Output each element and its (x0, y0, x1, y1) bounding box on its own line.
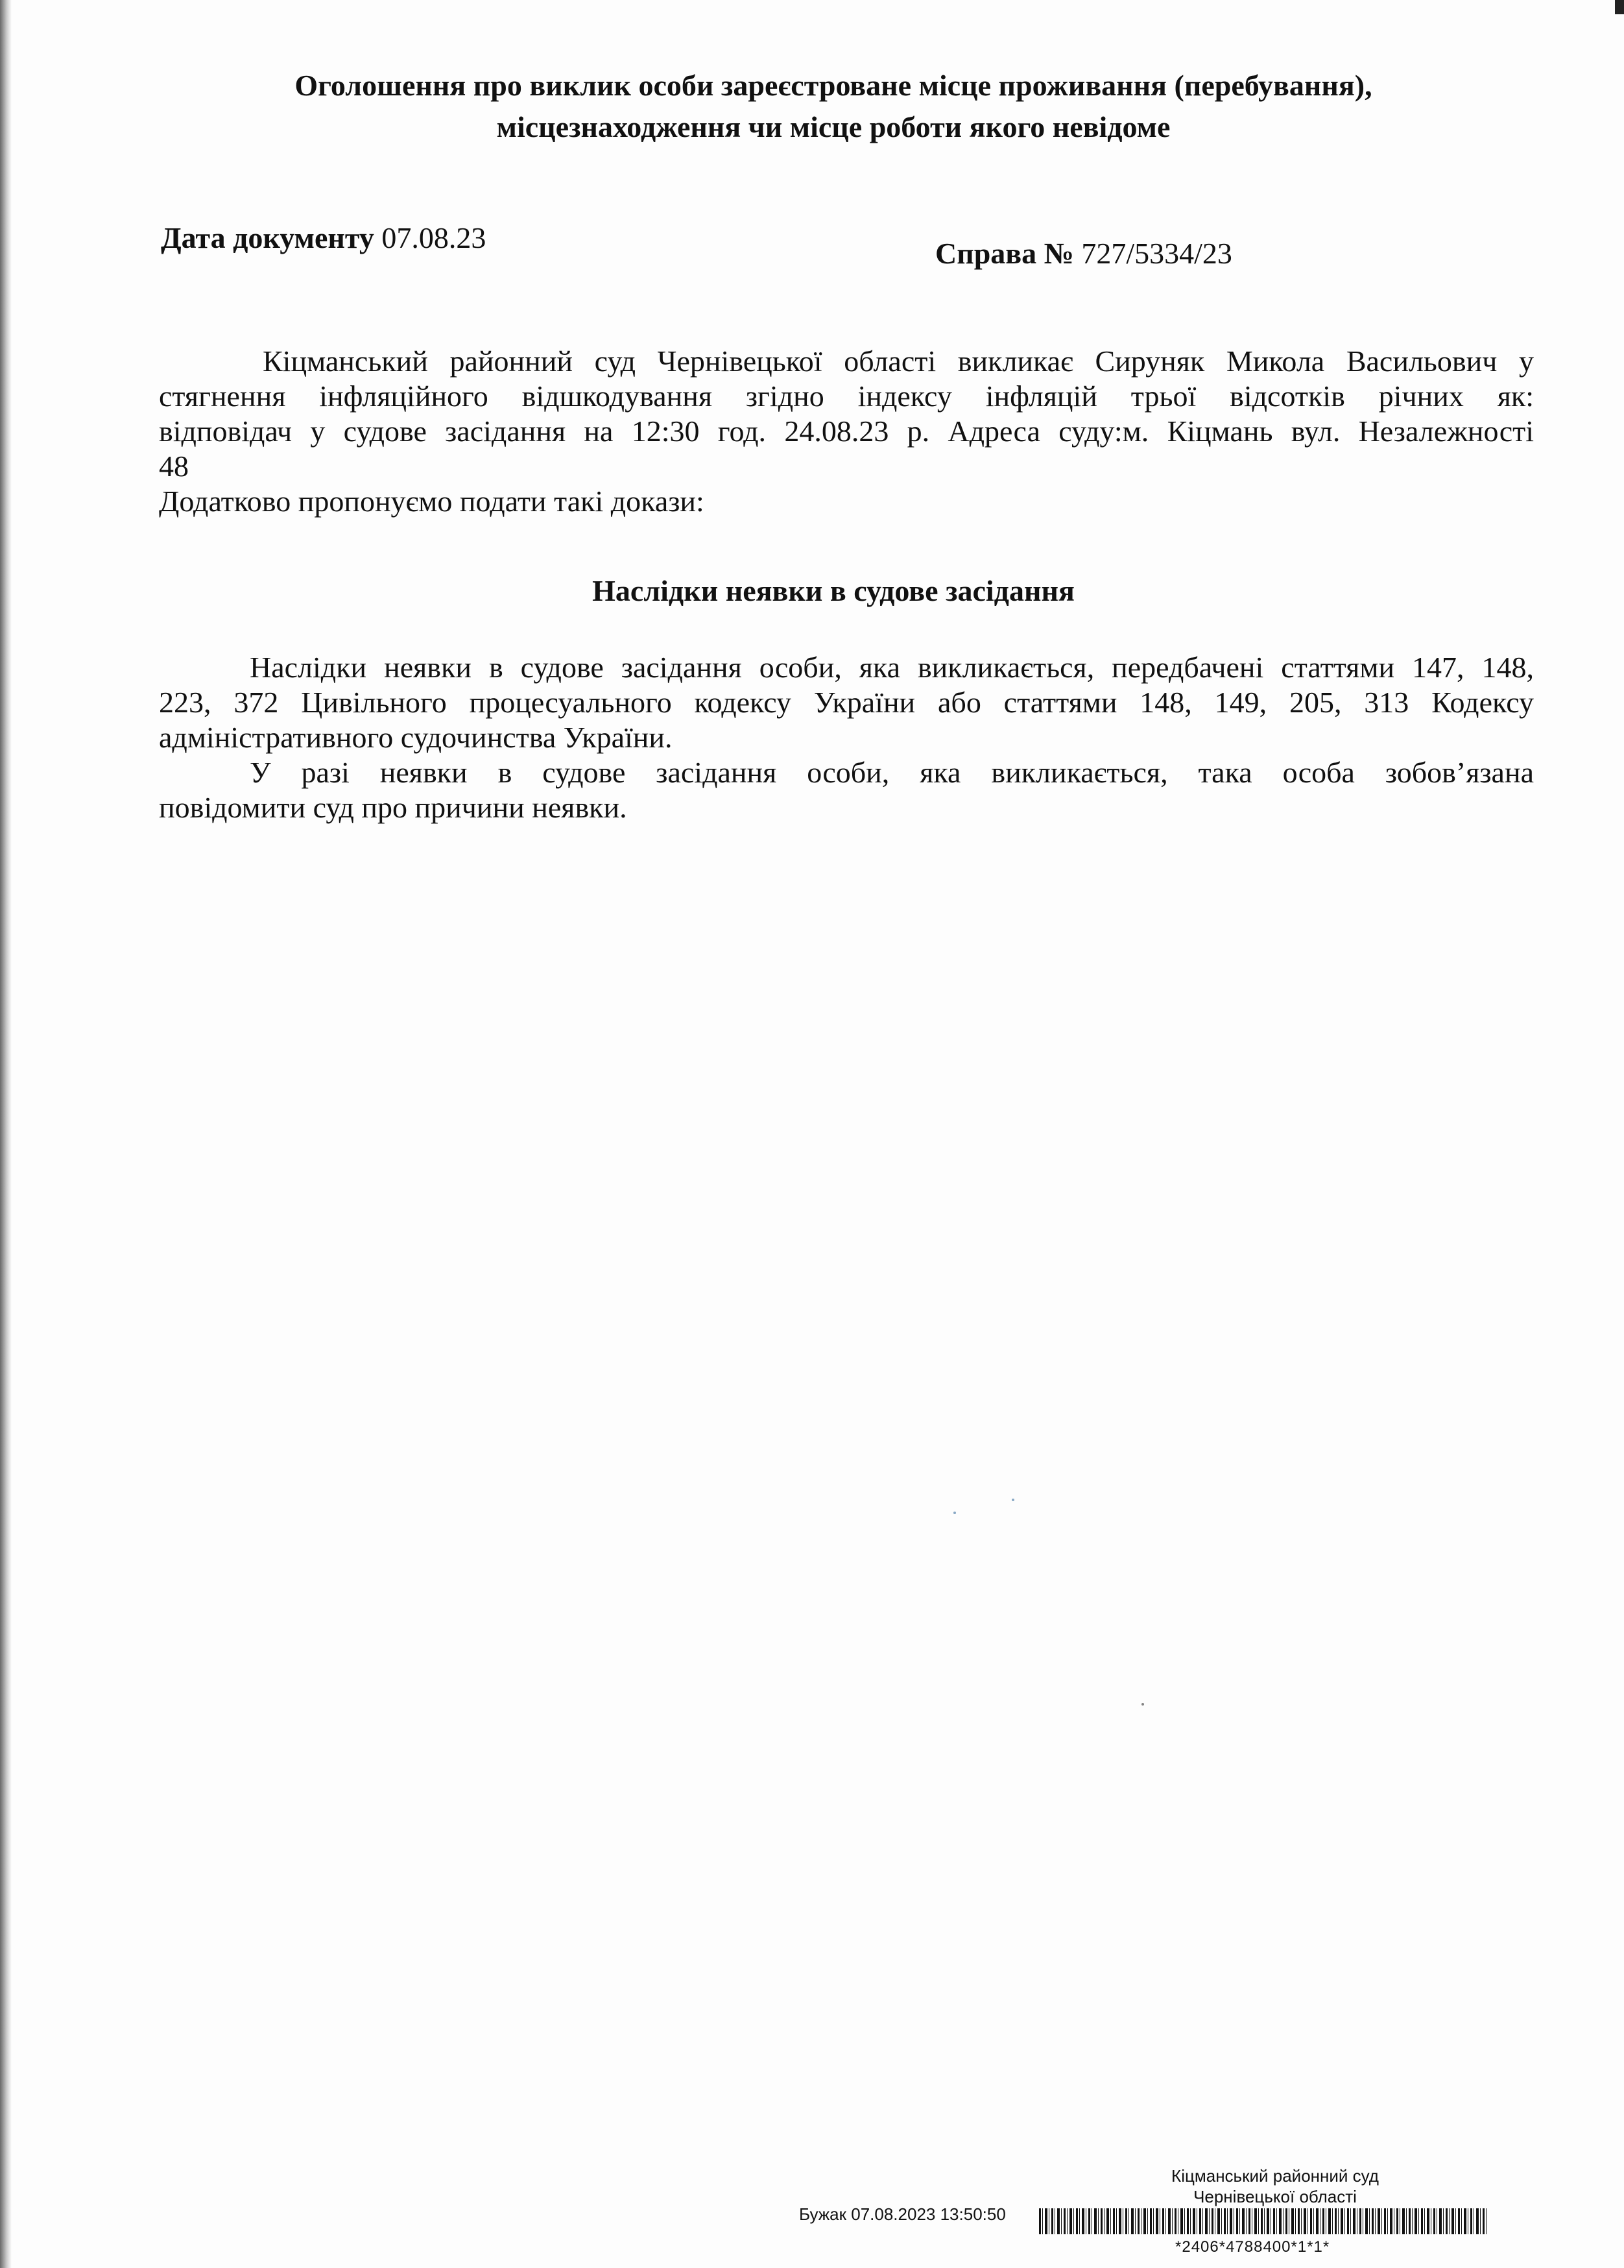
stamp-user-timestamp: Бужак 07.08.2023 13:50:50 (799, 2204, 1006, 2224)
summons-line-3: відповідач у судове засідання на 12:30 год. 24.08.23 р. Адреса суду:м. Кіцмань вул. Незалежності (159, 415, 1534, 448)
scan-edge-shadow (0, 0, 12, 2268)
case-label: Справа № (935, 237, 1074, 270)
scan-speck (953, 1512, 956, 1514)
scan-speck (1012, 1499, 1014, 1501)
evidence-request: Додатково пропонуємо подати такі докази: (159, 485, 704, 518)
notice-line-2: повідомити суд про причини неявки. (159, 791, 627, 824)
document-date (161, 221, 486, 255)
summons-line-1: Кіцманський районний суд Чернівецької області викликає Сируняк Микола Васильович у (263, 344, 1534, 378)
consequences-paragraph (159, 650, 1534, 825)
registry-stamp (799, 2165, 1499, 2263)
summons-line-2: стягнення інфляційного відшкодування згідно індексу інфляцій трьої відсотків річних як: (159, 380, 1534, 413)
date-label: Дата документу (161, 221, 374, 254)
scan-speck (1141, 1703, 1144, 1706)
stamp-court (1152, 2165, 1398, 2207)
summons-line-4: 48 (159, 450, 189, 483)
barcode-text: *2406*4788400*1*1* (1175, 2238, 1330, 2256)
consequences-line-3: адміністративного судочинства України. (159, 721, 673, 754)
notice-line-1: У разі неявки в судове засідання особи, яка викликається, така особа зобов’язана (250, 756, 1534, 789)
summons-paragraph (159, 344, 1534, 519)
title-line-2: місцезнаходження чи місце роботи якого невідоме (496, 110, 1171, 143)
stamp-court-line-1: Кіцманський районний суд (1171, 2166, 1379, 2186)
barcode (1039, 2208, 1487, 2234)
section-heading: Наслідки неявки в судове засідання (592, 574, 1075, 607)
document-title (156, 65, 1511, 148)
consequences-line-2: 223, 372 Цивільного процесуального кодексу України або статтями 148, 149, 205, 313 Кодексу (159, 686, 1534, 719)
scan-corner-mark (1615, 0, 1624, 14)
date-value: 07.08.23 (381, 221, 486, 254)
consequences-line-1: Наслідки неявки в судове засідання особи, яка викликається, передбачені статтями 147, 148, (250, 651, 1534, 684)
case-number (935, 236, 1232, 271)
stamp-court-line-2: Чернівецької області (1193, 2187, 1357, 2206)
case-value: 727/5334/23 (1081, 237, 1232, 270)
title-line-1: Оголошення про виклик особи зареєстроване місце проживання (перебування), (294, 69, 1372, 102)
